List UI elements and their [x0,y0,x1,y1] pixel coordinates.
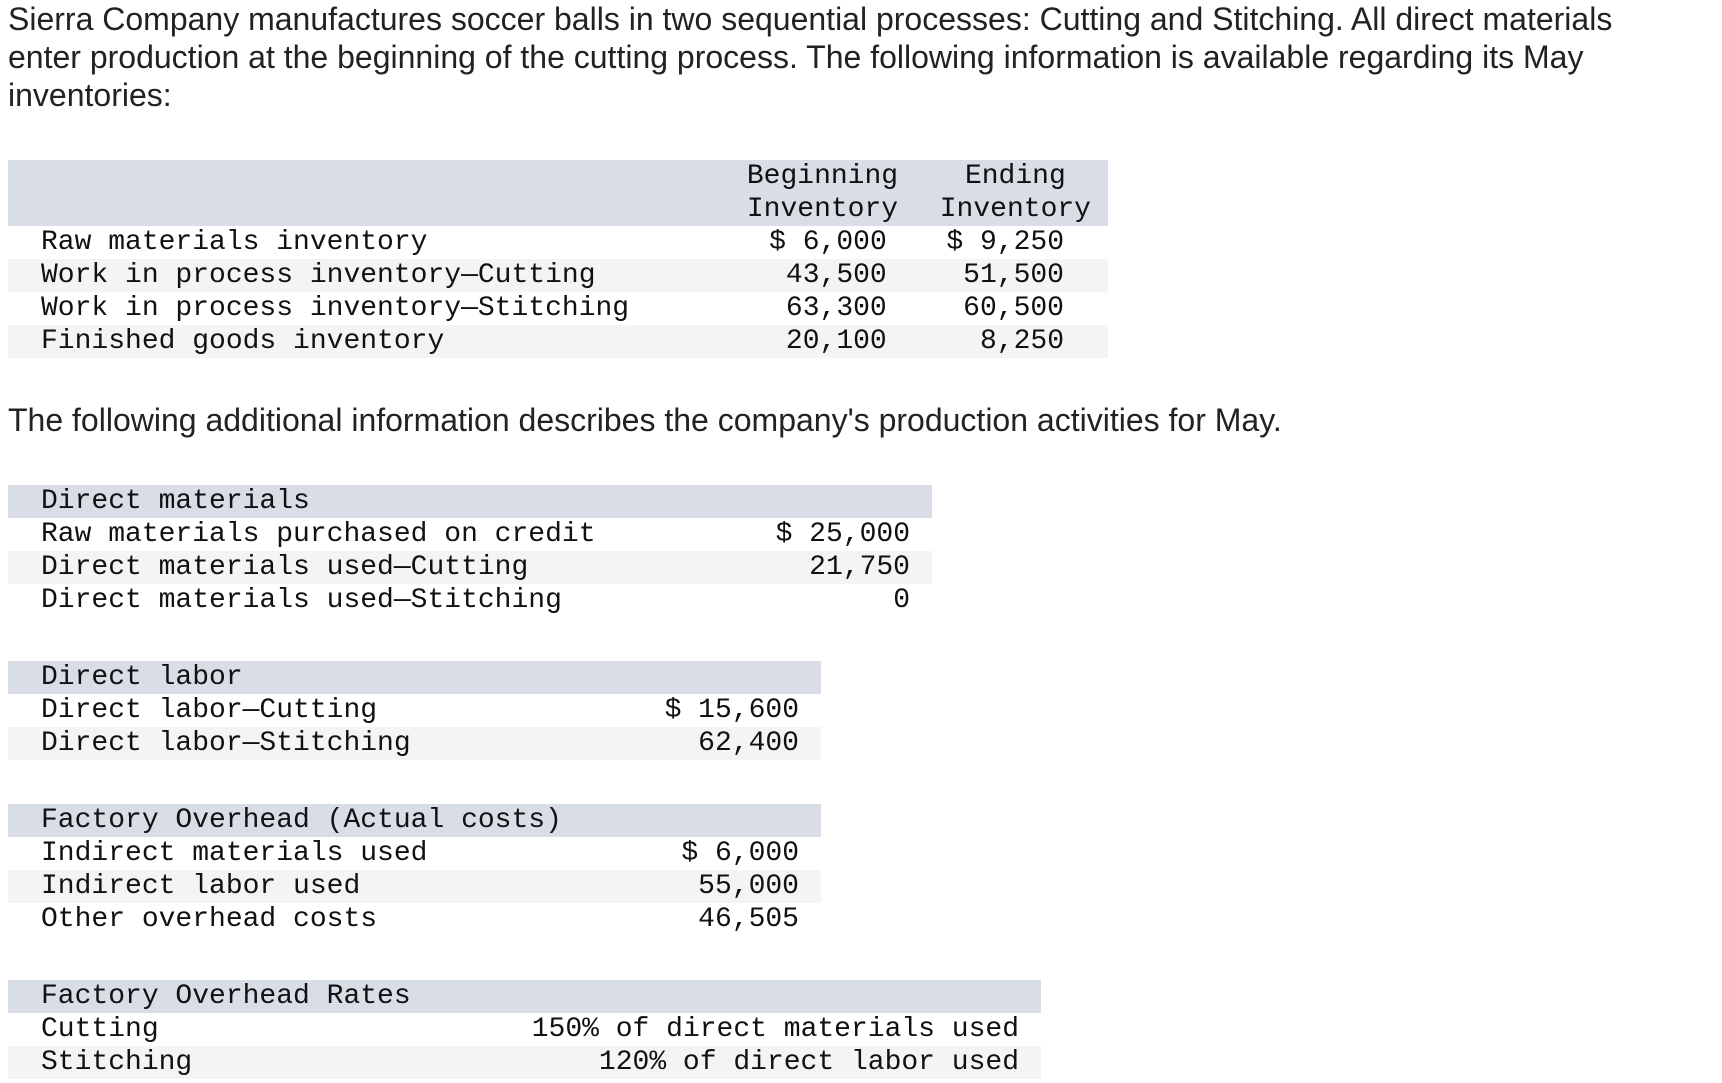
row-label: Direct materials used—Stitching [41,585,562,616]
section-header-row [8,804,821,837]
section-header-row [8,485,932,518]
section-title: Direct materials [41,486,310,517]
section-header-row [8,980,1041,1013]
row-label: Direct materials used—Cutting [41,552,529,583]
inventory-table [8,160,1108,358]
beginning-inventory-header: Beginning Inventory [722,160,923,226]
inventory-header-row [8,160,1108,226]
beginning-value: 63,300 [785,293,887,324]
direct-labor-table [8,661,821,760]
row-label: Other overhead costs [41,904,378,935]
row-label: Work in process inventory—Stitching [41,293,630,324]
ending-value: 60,500 [963,293,1064,324]
table-row [8,584,932,617]
table-row [8,727,821,760]
intro-line-2: enter production at the beginning of the cutting process. The following information is available regarding its May [8,39,1584,75]
overhead-rates-table [8,980,1041,1079]
beginning-value: 43,500 [785,260,887,291]
problem-intro [8,0,1722,114]
section-title: Factory Overhead (Actual costs) [41,805,562,836]
row-value: 21,750 [809,552,910,583]
row-value: $ 15,600 [664,695,799,726]
row-label: Cutting [41,1014,159,1045]
table-row [8,325,1108,358]
table-row [8,870,821,903]
row-label: Direct labor—Stitching [41,728,411,759]
row-value: $ 25,000 [775,519,910,550]
table-row [8,518,932,551]
row-label: Raw materials inventory [41,227,428,258]
row-label: Indirect labor used [41,871,361,902]
factory-overhead-table [8,804,821,936]
ending-value: $ 9,250 [946,227,1064,258]
row-value: 0 [893,585,910,616]
table-row [8,903,821,936]
table-row [8,292,1108,325]
section-header-row [8,661,821,694]
inventory-header-blank [8,160,722,226]
table-row [8,1013,1041,1046]
table-row [8,1046,1041,1079]
row-label: Direct labor—Cutting [41,695,378,726]
row-label: Work in process inventory—Cutting [41,260,596,291]
table-row [8,226,1108,259]
table-row [8,694,821,727]
row-value: 150% of direct materials used [531,1014,1019,1045]
intro-line-1: Sierra Company manufactures soccer balls in two sequential processes: Cutting and Stitching. All direct materials [8,1,1613,37]
row-value: 46,505 [698,904,799,935]
row-label: Stitching [41,1047,193,1078]
ending-value: 51,500 [963,260,1064,291]
row-value: 120% of direct labor used [598,1047,1019,1078]
row-value: 62,400 [698,728,799,759]
additional-info-text: The following additional information describes the company's production activities for May. [8,402,1282,438]
section-title: Direct labor [41,662,243,693]
ending-value: 8,250 [979,326,1064,357]
table-row [8,837,821,870]
direct-materials-table [8,485,932,617]
row-label: Finished goods inventory [41,326,445,357]
table-row [8,259,1108,292]
row-label: Indirect materials used [41,838,428,869]
ending-inventory-header: Ending Inventory [923,160,1108,226]
beginning-value: 20,100 [785,326,887,357]
row-value: 55,000 [698,871,799,902]
table-row [8,551,932,584]
section-title: Factory Overhead Rates [41,981,411,1012]
intro-line-3: inventories: [8,77,172,113]
row-label: Raw materials purchased on credit [41,519,596,550]
beginning-value: $ 6,000 [769,227,887,258]
row-value: $ 6,000 [681,838,799,869]
